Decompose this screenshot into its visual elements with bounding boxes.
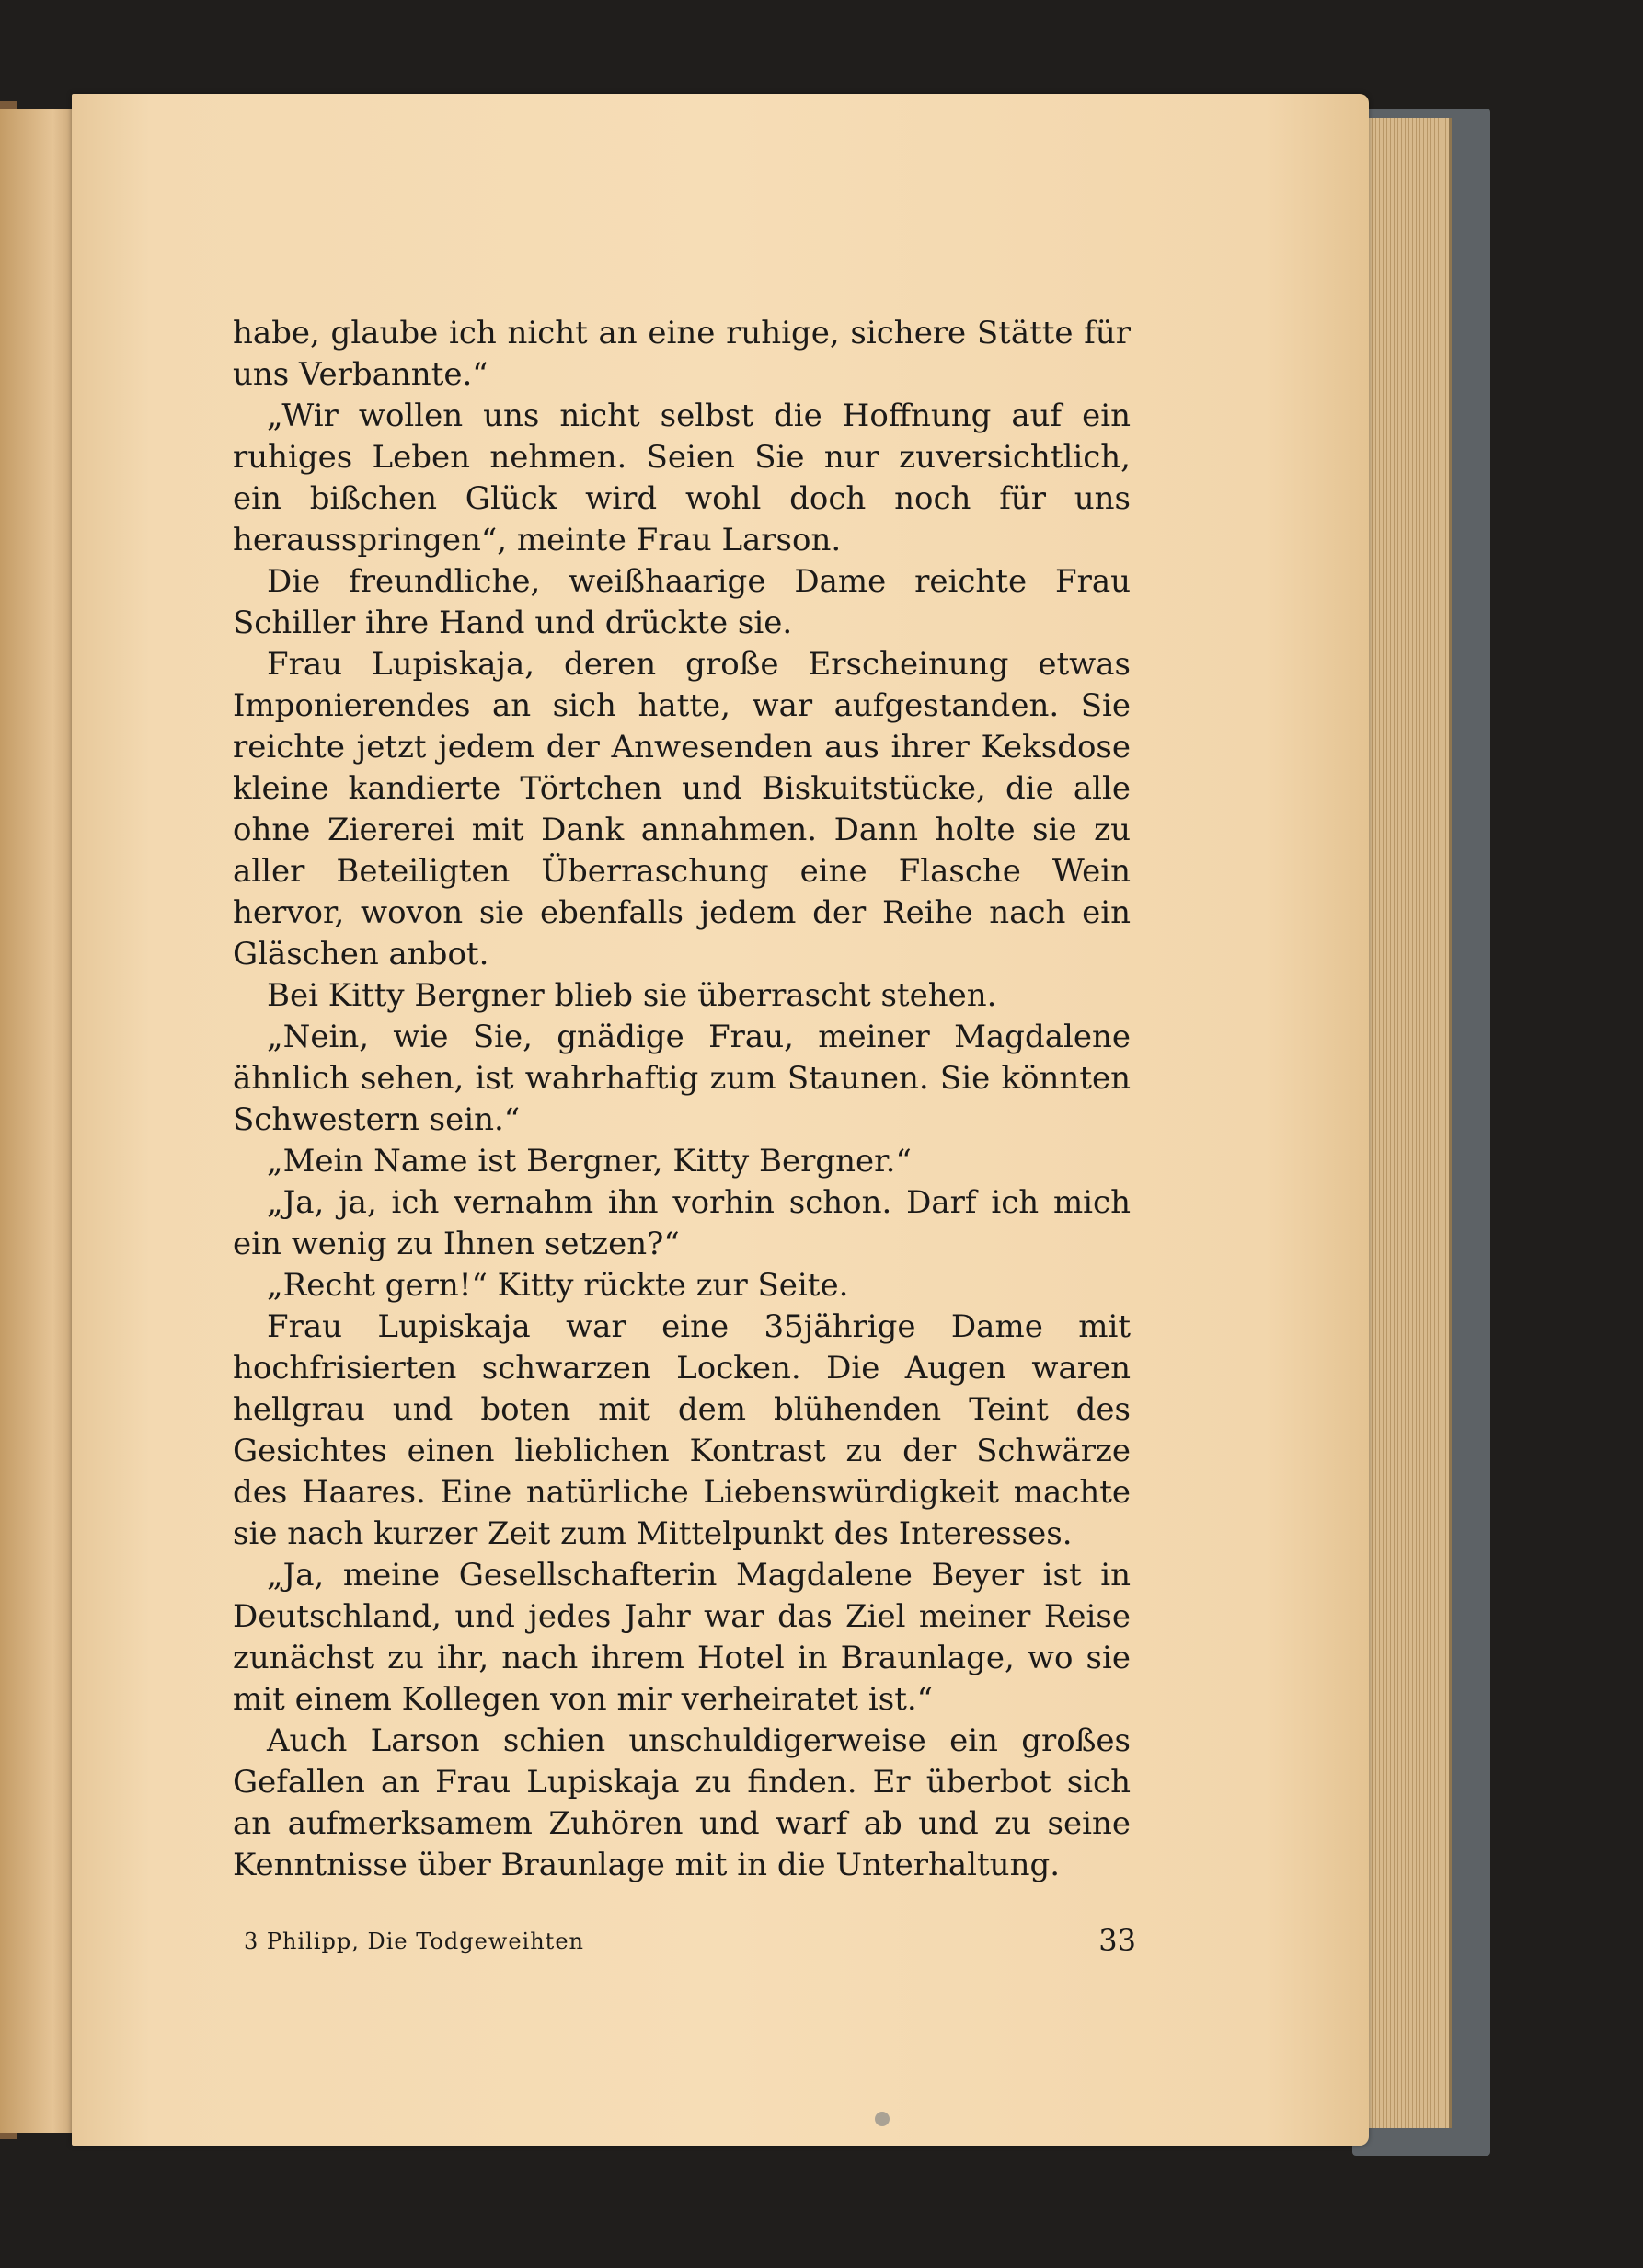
paragraph: Bei Kitty Bergner blieb sie überrascht stehen. [267,977,997,1014]
printer-signature: 3 Philipp, Die Todgeweihten [244,1928,584,1954]
paragraph: habe, glaube ich nicht an eine ruhige, sichere Stätte für uns Verbannte.“ [233,315,1131,393]
paragraph: „Ja, ja, ich vernahm ihn vorhin schon. Darf ich mich ein wenig zu Ihnen setzen?“ [233,1184,1131,1262]
paragraph: Frau Lupiskaja, deren große Erscheinung etwas Imponierendes an sich hatte, war aufgestanden. Sie reichte jetzt jedem der Anwesenden aus ihrer Keksdose kleine kandierte Törtchen und Biskuitstücke, die alle ohne Ziererei mit Dank annahmen. Dann holte sie zu aller Beteiligten Überraschung eine Flasche Wein hervor, wovon sie ebenfalls jedem der Reihe nach ein Gläschen anbot. [233,646,1131,973]
paragraph: „Nein, wie Sie, gnädige Frau, meiner Magdalene ähnlich sehen, ist wahrhaftig zum Staunen. Sie könnten Schwestern sein.“ [233,1019,1131,1138]
page-edges [1362,118,1452,2128]
page-footer [244,1923,1136,1960]
paragraph: „Wir wollen uns nicht selbst die Hoffnung auf ein ruhiges Leben nehmen. Seien Sie nur zuversichtlich, ein bißchen Glück wird wohl doch noch für uns herausspringen“, meinte Frau Larson. [233,397,1131,558]
page-number: 33 [1098,1923,1136,1958]
paragraph: „Recht gern!“ Kitty rückte zur Seite. [267,1267,849,1304]
paragraph: Auch Larson schien unschuldigerweise ein großes Gefallen an Frau Lupiskaja zu finden. Er überbot sich an aufmerksamem Zuhören und warf ab und zu seine Kenntnisse über Braunlage mit in die Unterhaltung. [233,1722,1131,1883]
dust-speck [875,2112,890,2126]
paragraph: „Ja, meine Gesellschafterin Magdalene Beyer ist in Deutschland, und jedes Jahr war das Ziel meiner Reise zunächst zu ihr, nach ihrem Hotel in Braunlage, wo sie mit einem Kollegen von mir verheiratet ist.“ [233,1557,1131,1718]
paragraph: Frau Lupiskaja war eine 35jährige Dame mit hochfrisierten schwarzen Locken. Die Augen waren hellgrau und boten mit dem blühenden Teint des Gesichtes einen lieblichen Kontrast zu der Schwärze des Haares. Eine natürliche Liebenswürdigkeit machte sie nach kurzer Zeit zum Mittelpunkt des Interesses. [233,1308,1131,1552]
body-text [233,313,1131,1886]
paragraph: „Mein Name ist Bergner, Kitty Bergner.“ [267,1143,912,1180]
paragraph: Die freundliche, weißhaarige Dame reichte Frau Schiller ihre Hand und drückte sie. [233,563,1131,641]
left-page-edge [0,109,75,2133]
